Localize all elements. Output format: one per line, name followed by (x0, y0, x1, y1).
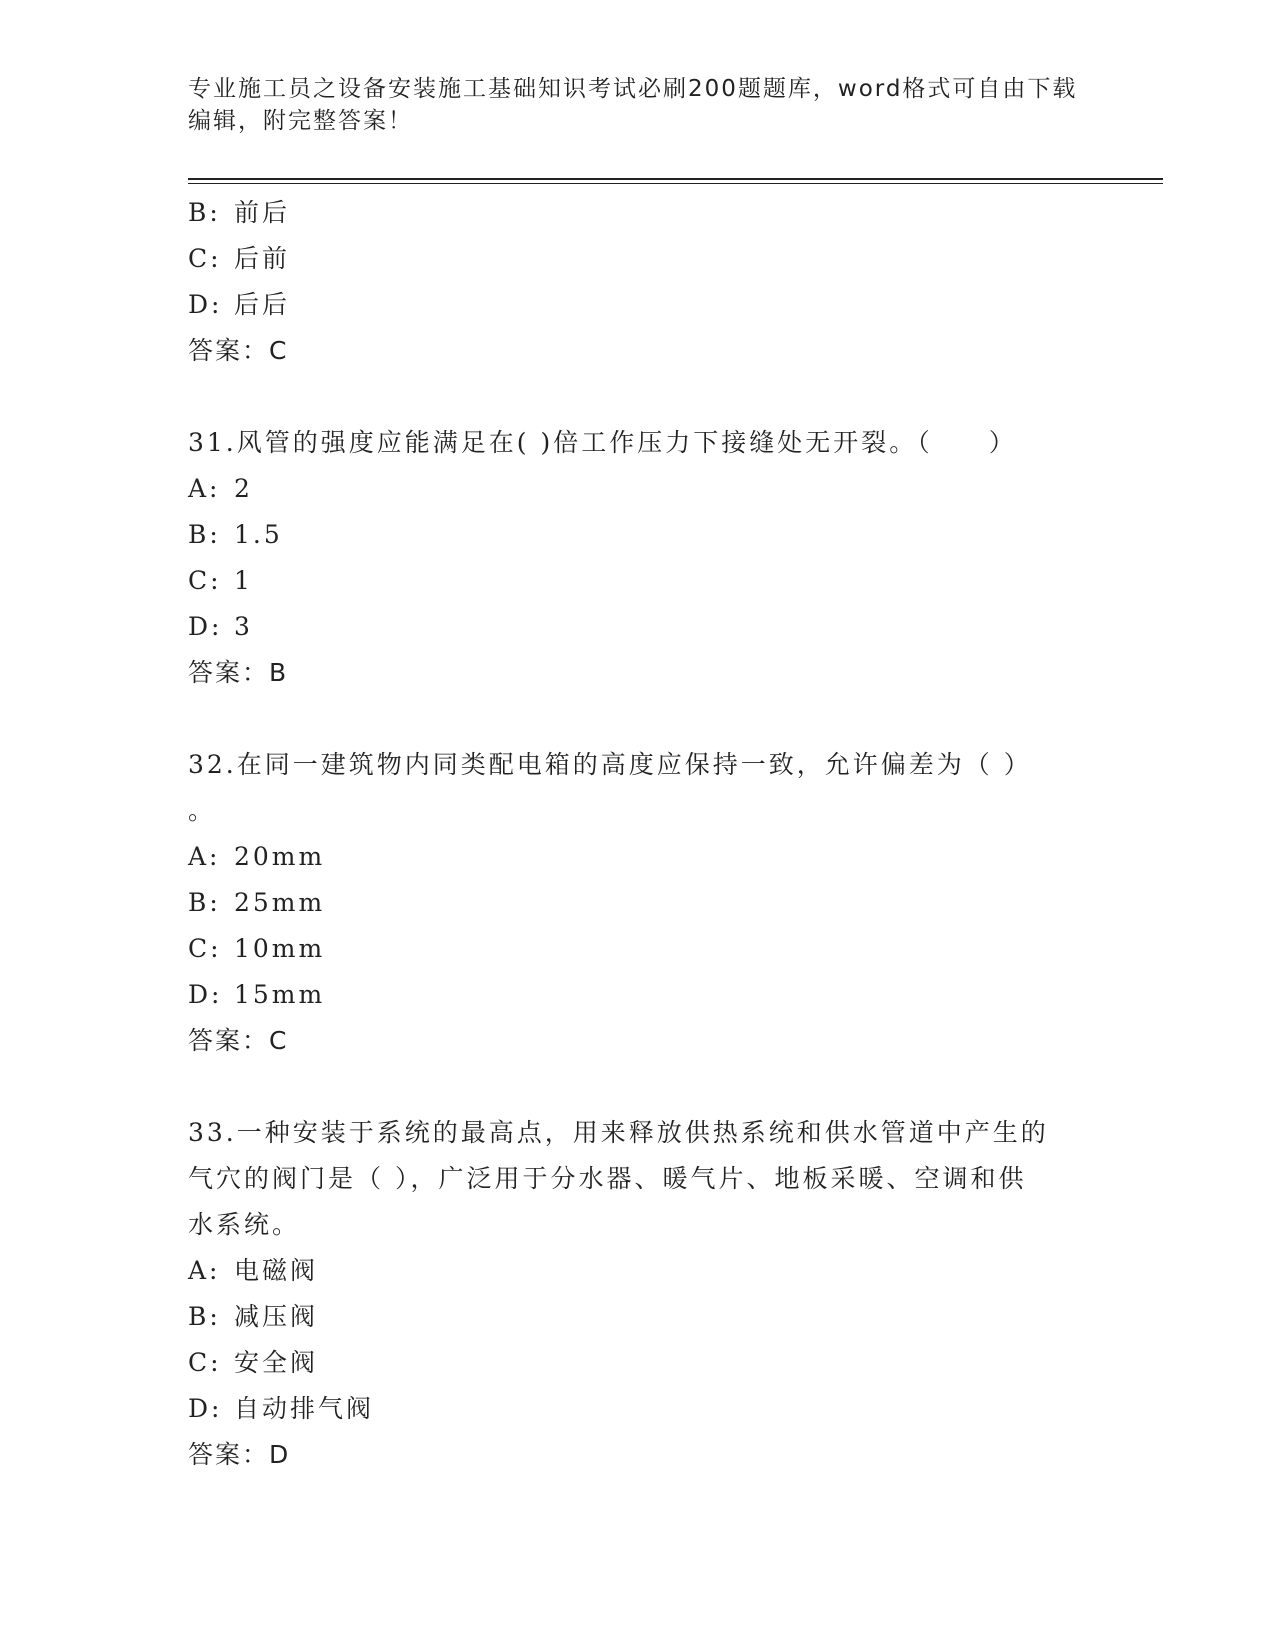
option-text: 电磁阀 (234, 1256, 319, 1285)
option-label: A: (188, 474, 221, 503)
option-label: C: (188, 566, 222, 595)
option-c (188, 558, 1088, 604)
question-stem-line: 31.风管的强度应能满足在( )倍工作压力下接缝处无开裂。（ ） (188, 428, 1017, 457)
option-text: 3 (234, 612, 253, 641)
question-30-continued (188, 190, 1088, 374)
option-text: 10mm (234, 934, 326, 963)
answer-line: 答案：C (188, 1026, 289, 1055)
option-text: 25mm (234, 888, 326, 917)
option-d (188, 1386, 1088, 1432)
header-rule-thick (188, 178, 1163, 180)
option-text: 减压阀 (234, 1302, 319, 1331)
option-label: D: (188, 1394, 223, 1423)
option-text: 20mm (234, 842, 326, 871)
option-label: C: (188, 1348, 222, 1377)
option-text: 安全阀 (234, 1348, 319, 1377)
option-b (188, 512, 1088, 558)
question-list (188, 190, 1088, 1478)
document-header (188, 73, 1088, 137)
spacer (188, 696, 1088, 742)
answer-line: 答案：D (188, 1440, 291, 1469)
option-text: 2 (234, 474, 253, 503)
header-rule-thin (188, 183, 1163, 184)
option-label: B: (188, 520, 221, 549)
option-a (188, 466, 1088, 512)
option-label: A: (188, 842, 221, 871)
option-c (188, 1340, 1088, 1386)
question-31 (188, 420, 1088, 696)
answer-line: 答案：C (188, 336, 289, 365)
question-33 (188, 1110, 1088, 1478)
option-c (188, 236, 1088, 282)
option-label: C: (188, 934, 222, 963)
question-stem-line: 32.在同一建筑物内同类配电箱的高度应保持一致，允许偏差为（ ） (188, 750, 1032, 779)
option-text: 自动排气阀 (234, 1394, 375, 1423)
question-stem-line: 气穴的阀门是（ ），广泛用于分水器、暖气片、地板采暖、空调和供 (188, 1164, 1027, 1193)
option-label: B: (188, 888, 221, 917)
option-text: 后前 (234, 244, 291, 273)
option-text: 1 (234, 566, 253, 595)
question-stem-line: 水系统。 (188, 1210, 301, 1239)
question-32 (188, 742, 1088, 1064)
option-text: 15mm (234, 980, 326, 1009)
spacer (188, 374, 1088, 420)
option-label: C: (188, 244, 222, 273)
option-d (188, 282, 1088, 328)
option-text: 后后 (234, 290, 291, 319)
answer-line: 答案：B (188, 658, 289, 687)
option-label: D: (188, 290, 223, 319)
option-b (188, 880, 1088, 926)
spacer (188, 1064, 1088, 1110)
option-a (188, 834, 1088, 880)
option-label: D: (188, 980, 223, 1009)
option-label: D: (188, 612, 223, 641)
option-d (188, 972, 1088, 1018)
option-d (188, 604, 1088, 650)
option-text: 1.5 (234, 520, 283, 549)
option-b (188, 190, 1088, 236)
option-label: B: (188, 1302, 221, 1331)
question-stem-line: 。 (188, 796, 217, 825)
option-label: B: (188, 198, 221, 227)
header-title-line-1: 专业施工员之设备安装施工基础知识考试必刷200题题库，word格式可自由下载 (188, 76, 1078, 102)
option-a (188, 1248, 1088, 1294)
option-label: A: (188, 1256, 221, 1285)
option-b (188, 1294, 1088, 1340)
option-text: 前后 (234, 198, 291, 227)
question-stem-line: 33.一种安装于系统的最高点，用来释放供热系统和供水管道中产生的 (188, 1118, 1049, 1147)
option-c (188, 926, 1088, 972)
header-title-line-2: 编辑，附完整答案！ (188, 108, 413, 134)
